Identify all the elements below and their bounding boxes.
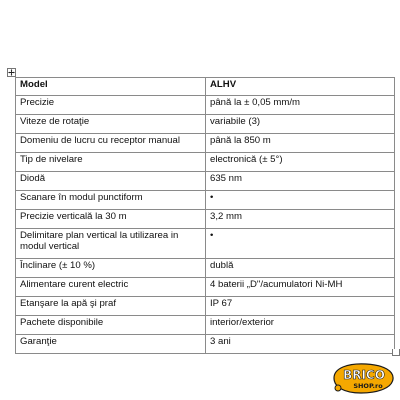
move-arrows-icon xyxy=(7,68,16,77)
logo-text: BRICO xyxy=(343,368,385,382)
brico-shop-logo-icon xyxy=(328,360,398,396)
table-row xyxy=(16,191,395,210)
table-row xyxy=(16,278,395,297)
row-value: dublă xyxy=(206,259,395,278)
table-row xyxy=(16,297,395,316)
table-row xyxy=(16,316,395,335)
table-header-row xyxy=(16,78,395,96)
row-value: electronică (± 5°) xyxy=(206,153,395,172)
row-label: Precizie verticală la 30 m xyxy=(16,210,206,229)
row-label: Delimitare plan vertical la utilizarea in modul vertical xyxy=(16,229,206,259)
row-label: Etanşare la apă şi praf xyxy=(16,297,206,316)
table-row xyxy=(16,153,395,172)
row-value: până la ± 0,05 mm/m xyxy=(206,96,395,115)
row-label: Înclinare (± 10 %) xyxy=(16,259,206,278)
row-value: 3 ani xyxy=(206,335,395,354)
row-label: Scanare în modul punctiform xyxy=(16,191,206,210)
row-value: • xyxy=(206,191,395,210)
row-label: Alimentare curent electric xyxy=(16,278,206,297)
row-value: până la 850 m xyxy=(206,134,395,153)
specifications-table xyxy=(15,77,395,354)
row-value: IP 67 xyxy=(206,297,395,316)
row-value: • xyxy=(206,229,395,259)
header-model-cell: Model xyxy=(16,78,206,96)
table-row xyxy=(16,335,395,354)
header-alhv-cell: ALHV xyxy=(206,78,395,96)
table-resize-handle-icon[interactable] xyxy=(392,349,400,356)
row-label: Precizie xyxy=(16,96,206,115)
row-value: 3,2 mm xyxy=(206,210,395,229)
table-row xyxy=(16,96,395,115)
table-row xyxy=(16,134,395,153)
row-label: Viteze de rotaţie xyxy=(16,115,206,134)
row-label: Tip de nivelare xyxy=(16,153,206,172)
row-value: interior/exterior xyxy=(206,316,395,335)
table-row xyxy=(16,210,395,229)
brico-shop-logo xyxy=(328,360,398,396)
row-label: Domeniu de lucru cu receptor manual xyxy=(16,134,206,153)
table-move-handle-icon[interactable] xyxy=(7,68,16,77)
row-label: Garanţie xyxy=(16,335,206,354)
row-value: variabile (3) xyxy=(206,115,395,134)
row-label: Pachete disponibile xyxy=(16,316,206,335)
logo-subtext: SHOP.ro xyxy=(353,382,383,390)
table-row xyxy=(16,259,395,278)
row-value: 4 baterii „D"/acumulatori Ni-MH xyxy=(206,278,395,297)
table-row xyxy=(16,229,395,259)
table-row xyxy=(16,172,395,191)
table-row xyxy=(16,115,395,134)
row-value: 635 nm xyxy=(206,172,395,191)
row-label: Diodă xyxy=(16,172,206,191)
